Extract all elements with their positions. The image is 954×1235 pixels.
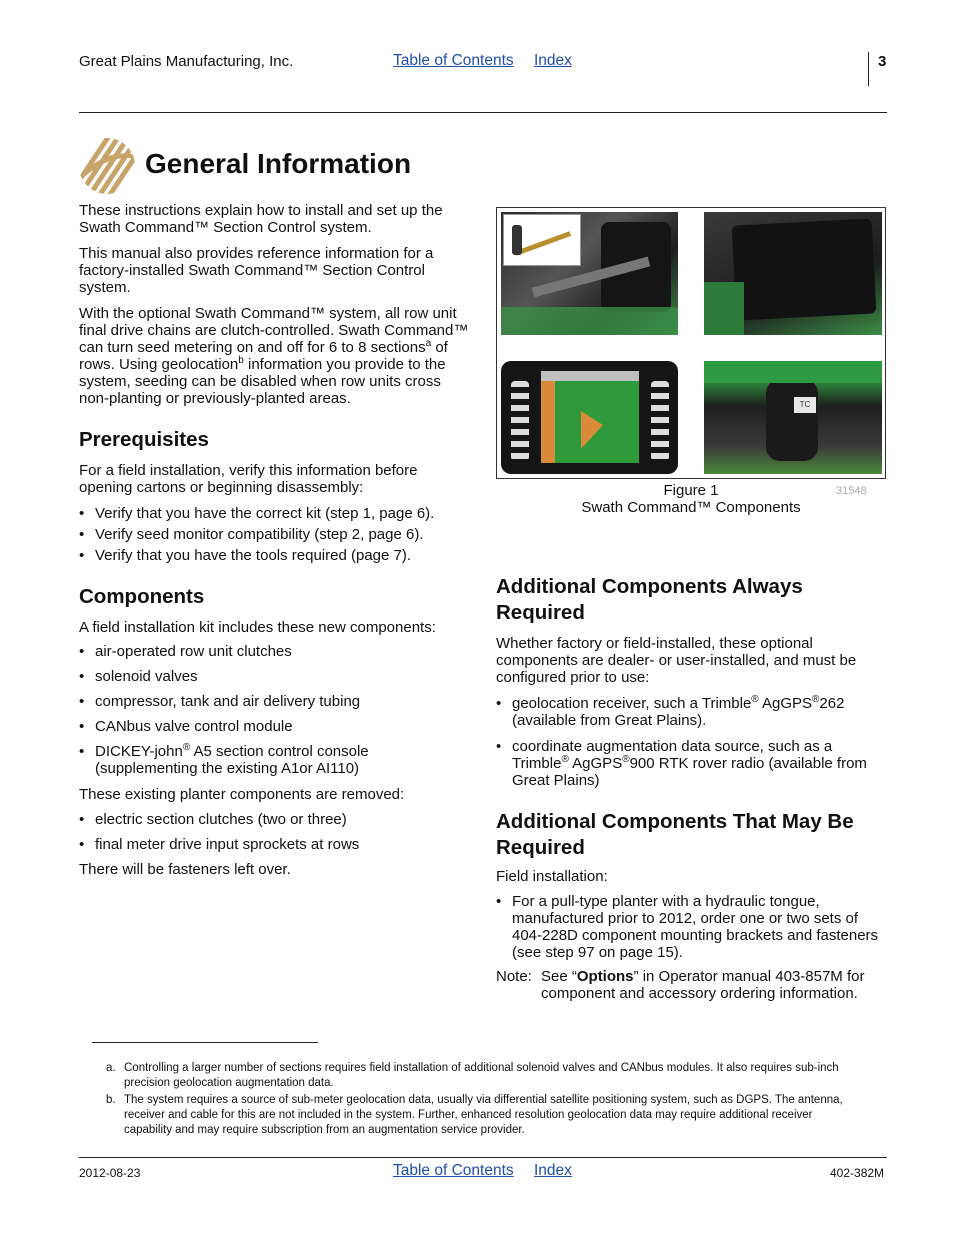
header-rule [79,112,887,113]
list-item: • Verify that you have the correct kit (step 1, page 6). [79,505,471,522]
may-be-required-heading: Additional Components That May Be Required [496,810,854,859]
great-plains-logo-icon [78,137,136,195]
footnote-a: a. Controlling a larger number of sections requires field installation of additional solenoid valves and CANbus modules. It also requires sub-inch precision geolocation augmentation data. [106,1062,839,1089]
list-item: • air-operated row unit clutches [79,643,471,660]
intro-paragraph-3: With the optional Swath Command™ system, all row unit final drive chains are clutch-controlled. Swath Command™ can turn seed metering on and off for 6 to 8 sections$^a$ of rows. Using geolocation$^b$ information you provide to the system, seeding can be disabled when row units cross non-planting or previously-planted areas. [79,305,469,407]
footer-doc-number: 402-382M [830,1166,885,1180]
list-item: • solenoid valves [79,668,471,685]
footer-toc-link[interactable]: Table of Contents [393,1162,514,1179]
page-title: General Information [145,148,412,179]
figure-title: Swath Command™ Components [581,499,801,516]
note-label: Note: [496,968,532,985]
list-item: • For a pull-type planter with a hydraulic tongue, manufactured prior to 2012, order one or two sets of 404-228D component mounting brackets and fasteners (see step 97 on page 15). [496,893,886,961]
components-closing: There will be fasteners left over. [79,861,291,878]
footnote-rule [92,1042,318,1043]
page-number: 3 [878,53,887,70]
footnote-b: b. The system requires a source of sub-meter geolocation data, usually via differential satellite positioning system, such as DGPS. The antenna, receiver and cable for this are not included in the system. Further, enhanced resolution geolocation data may require additional receiver capability and may require subscription from an augmentation service provider. [106,1094,843,1136]
header-divider [868,52,869,86]
note: Note: See “Options” in Operator manual 403-857M for component and accessory ordering information. [496,968,865,1002]
removed-list [79,811,471,853]
control-module-photo [704,212,882,335]
clutch-inset [503,214,581,266]
components-lead: A field installation kit includes these new components: [79,619,436,636]
prerequisites-list [79,505,471,564]
removed-lead: These existing planter components are removed: [79,786,405,803]
footnote-ref-b[interactable]: b [238,355,244,366]
intro-paragraph-1: These instructions explain how to install and set up the Swath Command™ Section Control system. [79,202,443,236]
components-heading: Components [79,585,205,608]
list-item: • DICKEY-john® A5 section control console (supplementing the existing A1or AI110) [79,743,471,777]
company-name: Great Plains Manufacturing, Inc. [79,53,294,70]
list-item: • Verify seed monitor compatibility (step 2, page 6). [79,526,471,543]
may-be-required-list [496,893,886,961]
right-column [496,574,886,1002]
list-item: • electric section clutches (two or three) [79,811,471,828]
may-be-required-lead: Field installation: [496,868,608,885]
always-required-heading: Additional Components Always Required [496,575,803,624]
figure-label: Figure 1 [663,482,719,499]
left-column [79,202,471,878]
header-toc-link[interactable]: Table of Contents [393,52,514,69]
list-item: • Verify that you have the tools required (page 7). [79,547,471,564]
list-item: • coordinate augmentation data source, such as a Trimble® AgGPS®900 RTK rover radio (available from Great Plains) [496,738,886,789]
always-required-lead: Whether factory or field-installed, these optional components are dealer- or user-installed, and must be configured prior to use: [496,635,857,686]
figure-frame [496,207,886,479]
components-list [79,643,471,777]
console-screen [541,371,639,463]
prerequisites-heading: Prerequisites [79,428,209,451]
footnote-ref-a[interactable]: a [425,338,432,349]
prerequisites-lead: For a field installation, verify this information before opening cartons or beginning disassembly: [79,462,418,496]
header-index-link[interactable]: Index [534,52,572,69]
footer-index-link[interactable]: Index [534,1162,572,1179]
a5-console-photo [501,361,678,474]
list-item: • final meter drive input sprockets at rows [79,836,471,853]
air-tank-photo [704,361,882,474]
list-item: • CANbus valve control module [79,718,471,735]
footer-rule [79,1157,887,1158]
intro-paragraph-2: This manual also provides reference information for a factory-installed Swath Command™ Section Control system. [79,245,434,296]
tank-sticker: TC [794,397,816,413]
figure-number: 31548 [836,485,867,497]
footnotes [106,1061,862,1138]
list-item: • geolocation receiver, such a Trimble® AgGPS®262 (available from Great Plains). [496,695,886,729]
figure-caption [496,482,886,516]
footer-date: 2012-08-23 [79,1166,141,1180]
always-required-list [496,695,886,789]
clutch-photo [501,212,678,335]
list-item: • compressor, tank and air delivery tubing [79,693,471,710]
